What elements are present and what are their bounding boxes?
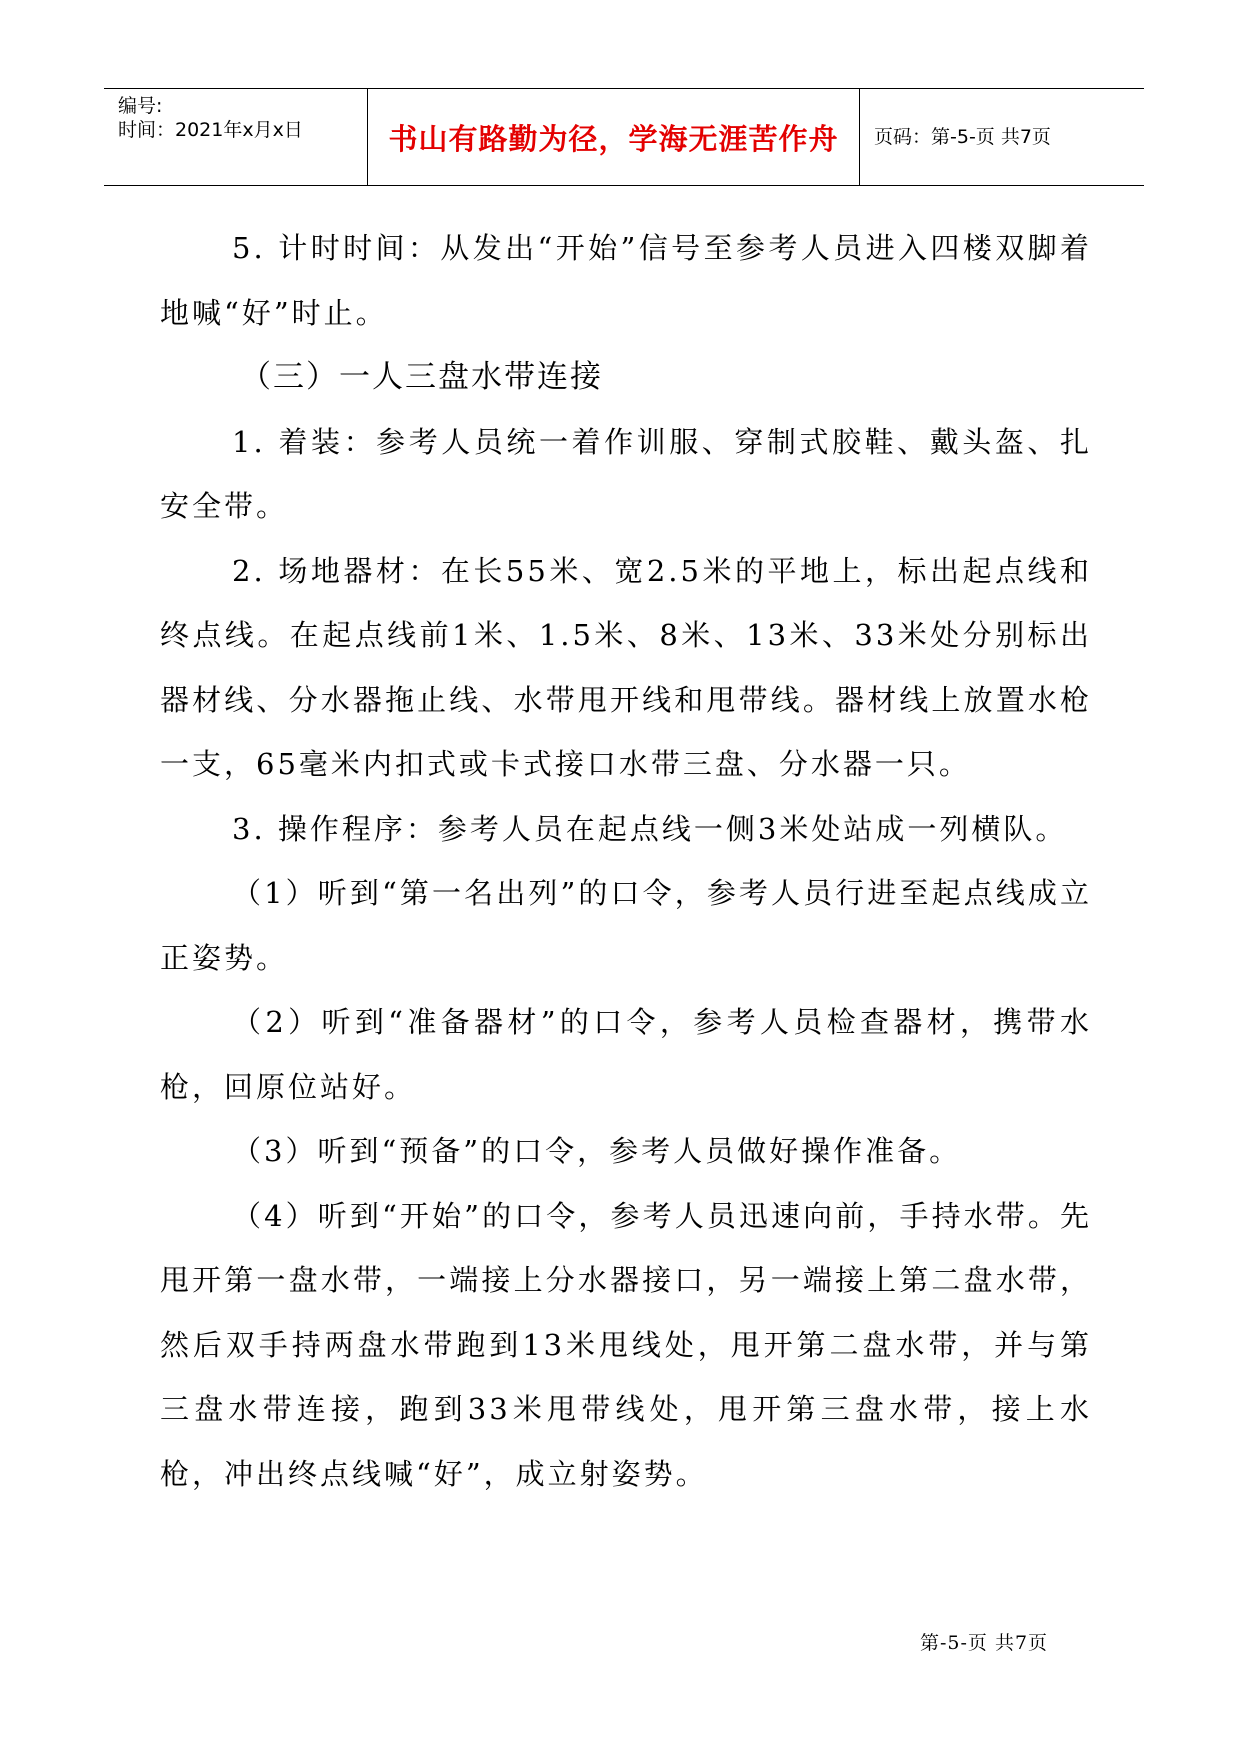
paragraph-timing: 5. 计时时间：从发出“开始”信号至参考人员进入四楼双脚着地喊“好”时止。 (160, 231, 1092, 330)
header-page-info: 页码：第-5-页 共7页 (874, 126, 1051, 148)
header-right-cell (860, 89, 1144, 185)
header-middle-cell (368, 89, 860, 185)
paragraph-procedure: 3. 操作程序：参考人员在起点线一侧3米处站成一列横队。 (232, 811, 1068, 846)
document-body (160, 216, 1092, 1506)
paragraph-step-3: （3）听到“预备”的口令，参考人员做好操作准备。 (232, 1134, 962, 1168)
header-left-cell (104, 89, 368, 185)
paragraph-step-4: （4）听到“开始”的口令，参考人员迅速向前，手持水带。先甩开第一盘水带，一端接上分水器接口，另一端接上第二盘水带，然后双手持两盘水带跑到13米甩线处，甩开第二盘水带，并与第三盘水带连接，跑到33米甩带线处，甩开第三盘水带，接上水枪，冲出终点线喊“好”，成立射姿势。 (160, 1198, 1092, 1491)
document-header (104, 88, 1144, 186)
document-number-label: 编号: (118, 95, 163, 117)
paragraph-attire: 1. 着装：参考人员统一着作训服、穿制式胶鞋、戴头盔、扎安全带。 (160, 424, 1092, 523)
header-motto: 书山有路勤为径，学海无涯苦作舟 (388, 121, 839, 156)
section-heading: （三）一人三盘水带连接 (240, 359, 603, 395)
paragraph-step-2: （2）听到“准备器材”的口令，参考人员检查器材，携带水枪，回原位站好。 (160, 1005, 1092, 1104)
paragraph-site-equipment: 2. 场地器材：在长55米、宽2.5米的平地上，标出起点线和终点线。在起点线前1米、1.5米、8米、13米、33米处分别标出器材线、分水器拖止线、水带甩开线和甩带线。器材线上放置水枪一支，65毫米内扣式或卡式接口水带三盘、分水器一只。 (160, 553, 1092, 781)
page-footer: 第-5-页 共7页 (920, 1632, 1049, 1654)
document-time: 时间：2021年x月x日 (118, 119, 303, 141)
paragraph-step-1: （1）听到“第一名出列”的口令，参考人员行进至起点线成立正姿势。 (160, 876, 1092, 975)
